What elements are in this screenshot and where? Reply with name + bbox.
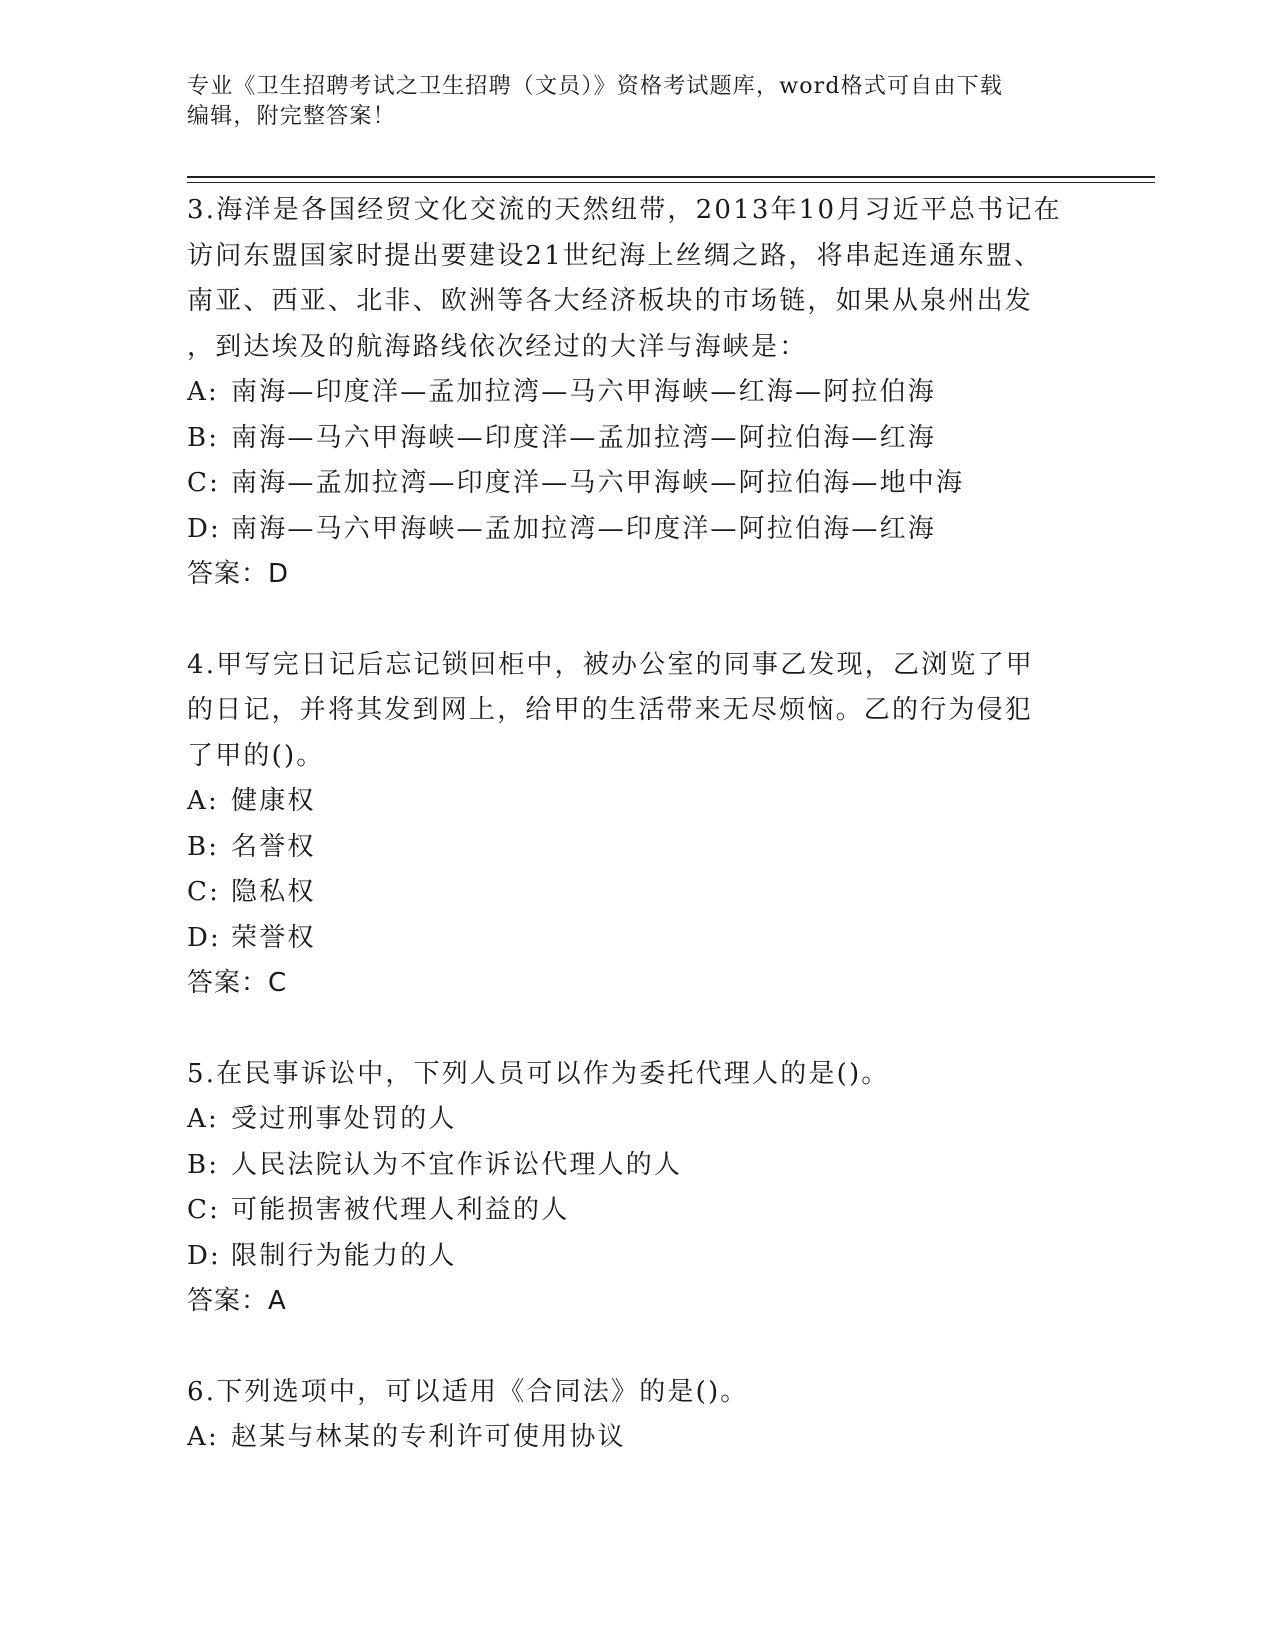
- option-text: 可能损害被代理人利益的人: [231, 1195, 570, 1225]
- stem-line: 的日记，并将其发到网上，给甲的生活带来无尽烦恼。乙的行为侵犯: [187, 695, 1034, 725]
- header-line: 编辑，附完整答案！: [187, 104, 396, 129]
- stem-line: 5.在民事诉讼中，下列人员可以作为委托代理人的是()。: [187, 1058, 890, 1089]
- option-label: B:: [187, 831, 220, 862]
- option-d: [187, 1234, 1087, 1280]
- option-label: A:: [187, 1104, 219, 1134]
- option-c: [187, 461, 1087, 507]
- option-text: 受过刑事处罚的人: [231, 1104, 457, 1134]
- header-divider-thick: [187, 176, 1155, 178]
- answer-line: 答案：A: [187, 1286, 287, 1316]
- option-d: [187, 507, 1087, 553]
- option-text: 限制行为能力的人: [231, 1240, 457, 1271]
- option-text: 南海—孟加拉湾—印度洋—马六甲海峡—阿拉伯海—地中海: [231, 468, 965, 498]
- answer-line: 答案：C: [187, 968, 288, 998]
- option-label: B:: [187, 422, 220, 453]
- question-stem: [187, 1052, 1087, 1098]
- option-text: 南海—马六甲海峡—孟加拉湾—印度洋—阿拉伯海—红海: [231, 513, 937, 544]
- option-label: D:: [187, 513, 222, 544]
- option-a: [187, 1097, 1087, 1143]
- option-text: 人民法院认为不宜作诉讼代理人的人: [231, 1149, 683, 1180]
- option-label: A:: [187, 786, 219, 816]
- option-label: A:: [187, 377, 219, 407]
- question-stem: [187, 188, 1087, 370]
- option-label: C:: [187, 877, 221, 907]
- option-c: [187, 870, 1087, 916]
- header-line: 专业《卫生招聘考试之卫生招聘（文员）》资格考试题库，word格式可自由下载: [187, 74, 1004, 99]
- option-text: 隐私权: [231, 877, 316, 907]
- option-label: B:: [187, 1149, 220, 1180]
- option-b: [187, 416, 1087, 462]
- option-b: [187, 1143, 1087, 1189]
- option-a: [187, 370, 1087, 416]
- question-list: [187, 188, 1087, 1461]
- question-5: [187, 1052, 1087, 1325]
- answer-line: 答案：D: [187, 559, 290, 589]
- option-c: [187, 1188, 1087, 1234]
- option-text: 南海—马六甲海峡—印度洋—孟加拉湾—阿拉伯海—红海: [231, 422, 937, 453]
- stem-line: 4.甲写完日记后忘记锁回柜中，被办公室的同事乙发现，乙浏览了甲: [187, 649, 1035, 680]
- option-label: C:: [187, 468, 221, 498]
- option-text: 名誉权: [231, 831, 316, 862]
- question-6: [187, 1370, 1087, 1461]
- option-d: [187, 916, 1087, 962]
- header-divider-thin: [187, 182, 1155, 183]
- option-a: [187, 1415, 1087, 1461]
- option-a: [187, 779, 1087, 825]
- option-label: C:: [187, 1195, 221, 1225]
- question-3: [187, 188, 1087, 598]
- stem-line: ，到达埃及的航海路线依次经过的大洋与海峡是：: [187, 331, 808, 362]
- option-label: D:: [187, 1240, 222, 1271]
- stem-line: 6.下列选项中，可以适用《合同法》的是()。: [187, 1376, 749, 1407]
- stem-line: 了甲的()。: [187, 740, 325, 771]
- option-label: A:: [187, 1422, 219, 1452]
- document-header: [187, 72, 1067, 132]
- stem-line: 访问东盟国家时提出要建设21世纪海上丝绸之路，将串起连通东盟、: [187, 240, 1043, 271]
- option-text: 南海—印度洋—孟加拉湾—马六甲海峡—红海—阿拉伯海: [231, 377, 937, 407]
- question-stem: [187, 1370, 1087, 1416]
- stem-line: 南亚、西亚、北非、欧洲等各大经济板块的市场链，如果从泉州出发: [187, 286, 1034, 316]
- option-label: D:: [187, 922, 222, 953]
- question-stem: [187, 643, 1087, 780]
- option-b: [187, 825, 1087, 871]
- stem-line: 3.海洋是各国经贸文化交流的天然纽带，2013年10月习近平总书记在: [187, 195, 1062, 225]
- option-text: 健康权: [231, 786, 316, 816]
- option-text: 赵某与林某的专利许可使用协议: [231, 1422, 626, 1452]
- option-text: 荣誉权: [231, 922, 316, 953]
- question-4: [187, 643, 1087, 1007]
